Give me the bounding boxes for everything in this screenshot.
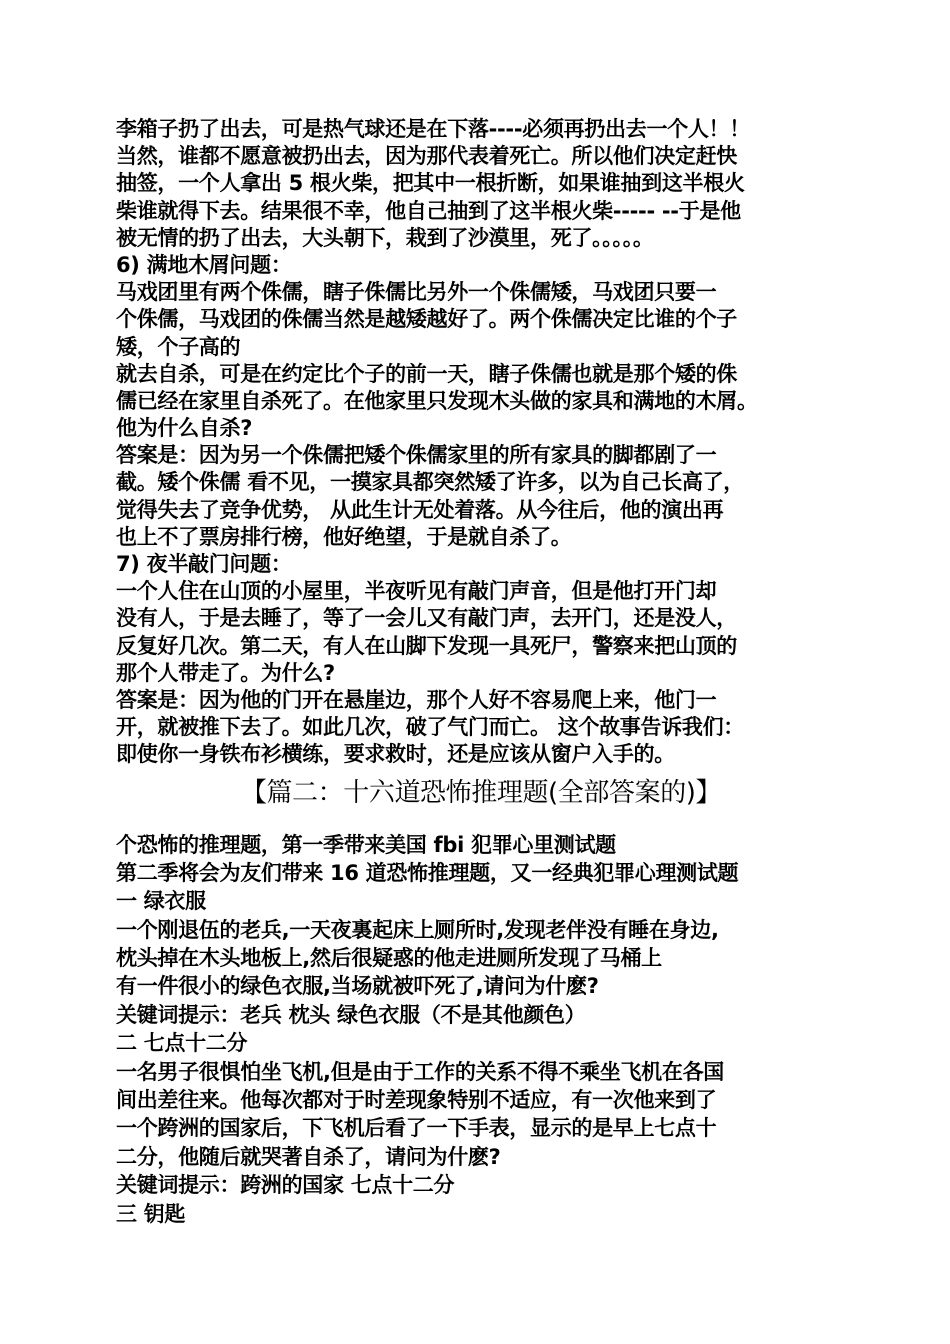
paragraph-line: 当然，谁都不愿意被扔出去，因为那代表着死亡。所以他们决定赶快: [116, 144, 737, 169]
paragraph-line: 儒已经在家里自杀死了。在他家里只发现木头做的家具和满地的木屑。: [116, 388, 758, 413]
paragraph-line: 反复好几次。第二天，有人在山脚下发现一具死尸，警察来把山顶的: [116, 633, 737, 658]
question-heading: 二 七点十二分: [116, 1031, 248, 1056]
paragraph-line: 被无情的扔了出去，大头朝下，栽到了沙漠里，死了。。。。。: [116, 225, 654, 250]
paragraph-line: 一个人住在山顶的小屋里，半夜听见有敲门声音，但是他打开门却: [116, 579, 717, 604]
paragraph-line: 马戏团里有两个侏儒，瞎子侏儒比另外一个侏儒矮，马戏团只要一: [116, 280, 717, 305]
document-body: [116, 116, 846, 1228]
question-heading: 7) 夜半敲门问题：: [116, 552, 292, 576]
paragraph-line: 枕头掉在木头地板上,然后很疑惑的他走进厕所发现了马桶上: [116, 946, 662, 971]
keyword-hint: 关键词提示：跨洲的国家 七点十二分: [116, 1173, 455, 1198]
paragraph-line: 一个刚退伍的老兵,一天夜裏起床上厕所时,发现老伴没有睡在身边,: [116, 917, 719, 942]
question-heading: 一 绿衣服: [116, 889, 206, 914]
answer-line: 觉得失去了竞争优势， 从此生计无处着落。从今往后，他的演出再: [116, 497, 724, 522]
answer-line: 开，就被推下去了。如此几次，破了气门而亡。 这个故事告诉我们：: [116, 715, 745, 740]
section-one-text: [116, 116, 846, 769]
answer-line: 答案是：因为他的门开在悬崖边，那个人好不容易爬上来，他门一: [116, 687, 717, 712]
paragraph-line: 一名男子很惧怕坐飞机,但是由于工作的关系不得不乘坐飞机在各国: [116, 1059, 724, 1084]
section-spacer: [116, 813, 846, 831]
answer-line: 也上不了票房排行榜，他好绝望，于是就自杀了。: [116, 524, 572, 549]
paragraph-line: 第二季将会为友们带来 16 道恐怖推理题，又一经典犯罪心理测试题: [116, 860, 739, 885]
paragraph-line: 有一件很小的绿色衣服,当场就被吓死了,请问为什麽?: [116, 974, 599, 999]
question-heading: 6) 满地木屑问题：: [116, 252, 292, 277]
question-heading: 三 钥匙: [116, 1201, 186, 1226]
paragraph-line: 柴谁就得下去。结果很不幸，他自己抽到了这半根火柴----- --于是他: [116, 198, 741, 223]
paragraph-line: 抽签，一个人拿出 5 根火柴，把其中一根折断，如果谁抽到这半根火: [116, 171, 745, 196]
answer-line: 答案是：因为另一个侏儒把矮个侏儒家里的所有家具的脚都剧了一: [116, 443, 717, 468]
paragraph-line: 他为什么自杀?: [116, 416, 253, 441]
paragraph-line: 那个人带走了。为什么?: [116, 660, 335, 685]
keyword-hint: 关键词提示：老兵 枕头 绿色衣服（不是其他颜色）: [116, 1002, 586, 1027]
answer-line: 截。矮个侏儒 看不见，一摸家具都突然矮了许多，以为自己长高了，: [116, 470, 745, 495]
section-title: 【篇二：十六道恐怖推理题(全部答案的)】: [240, 777, 722, 808]
paragraph-line: 李箱子扔了出去，可是热气球还是在下落----必须再扔出去一个人！！: [116, 117, 750, 141]
paragraph-line: 个恐怖的推理题，第一季带来美国 fbi 犯罪心里测试题: [116, 832, 616, 857]
section-two-text: [116, 831, 846, 1228]
paragraph-line: 个侏儒，马戏团的侏儒当然是越矮越好了。两个侏儒决定比谁的个子: [116, 307, 737, 332]
paragraph-line: 没有人，于是去睡了，等了一会儿又有敲门声，去开门，还是没人，: [116, 606, 737, 631]
paragraph-line: 就去自杀，可是在约定比个子的前一天，瞎子侏儒也就是那个矮的侏: [116, 361, 737, 386]
answer-line: 即使你一身铁布衫横练，要求救时，还是应该从窗户入手的。: [116, 742, 675, 767]
paragraph-line: 间出差往来。他每次都对于时差现象特别不适应，有一次他来到了: [116, 1088, 717, 1113]
paragraph-line: 一个跨洲的国家后，下飞机后看了一下手表，显示的是早上七点十: [116, 1116, 717, 1141]
paragraph-line: 二分，他随后就哭著自杀了，请问为什麽?: [116, 1144, 501, 1169]
paragraph-line: 矮，个子高的: [116, 334, 241, 359]
